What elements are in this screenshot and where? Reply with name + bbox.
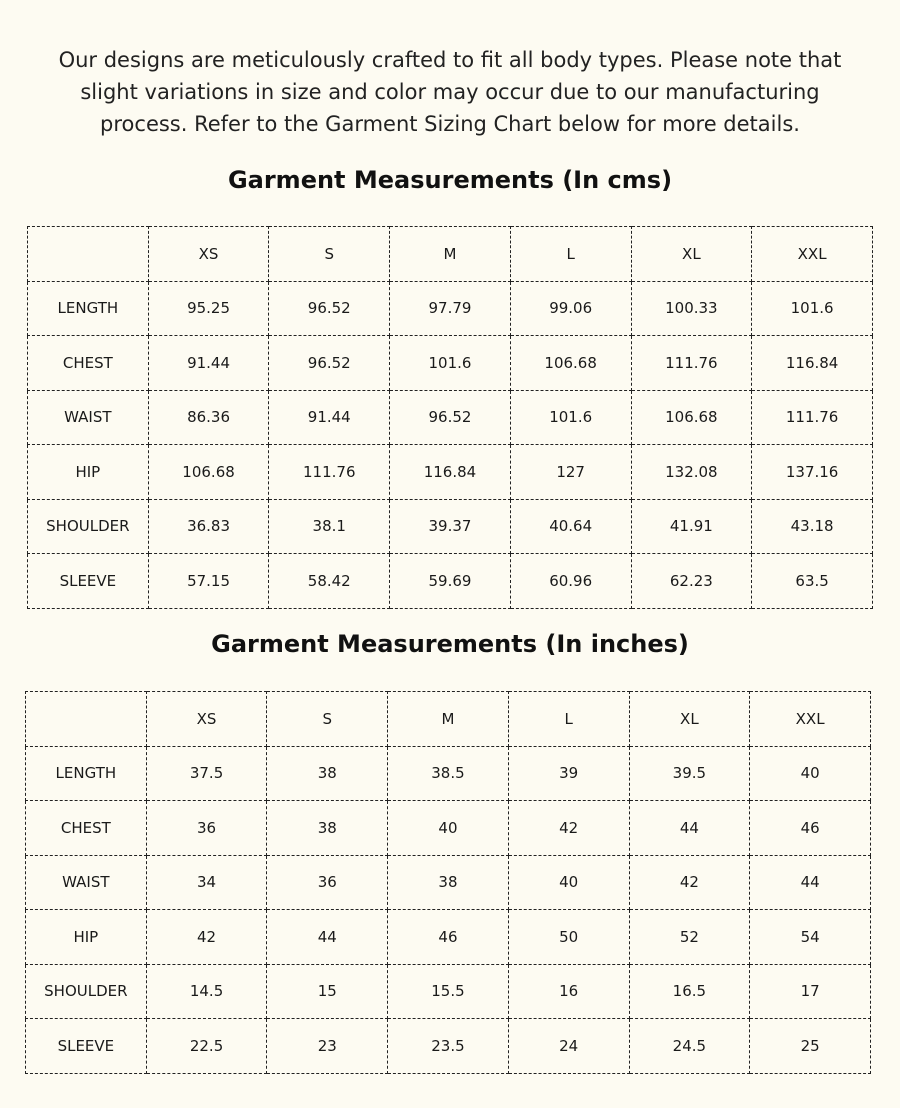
measurement-value-cell: 39 [508,746,629,801]
measurement-value-cell: 96.52 [269,336,390,391]
measurement-value-cell: 40 [508,855,629,910]
measurement-value-cell: 96.52 [269,281,390,336]
measurement-value-cell: 44 [750,855,871,910]
size-header-cell: XXL [750,692,871,747]
table-row [26,964,871,1019]
measurement-value-cell: 97.79 [390,281,511,336]
measurement-value-cell: 40 [388,801,509,856]
measurement-value-cell: 38.5 [388,746,509,801]
table-row [26,910,871,965]
measurement-value-cell: 57.15 [148,554,269,609]
measurement-label-cell: SLEEVE [26,1019,147,1074]
measurement-value-cell: 52 [629,910,750,965]
measurement-value-cell: 101.6 [390,336,511,391]
table-header-row [28,227,873,282]
table-row [28,499,873,554]
measurement-label-cell: LENGTH [28,281,149,336]
table-row [28,336,873,391]
measurement-value-cell: 42 [146,910,267,965]
measurement-value-cell: 111.76 [269,445,390,500]
table-row [28,554,873,609]
measurement-value-cell: 111.76 [752,390,873,445]
measurement-value-cell: 62.23 [631,554,752,609]
measurement-value-cell: 38.1 [269,499,390,554]
measurement-value-cell: 86.36 [148,390,269,445]
measurement-value-cell: 22.5 [146,1019,267,1074]
measurement-value-cell: 106.68 [148,445,269,500]
measurement-value-cell: 101.6 [752,281,873,336]
table-row [26,746,871,801]
table-row [26,855,871,910]
measurement-value-cell: 50 [508,910,629,965]
measurement-value-cell: 58.42 [269,554,390,609]
measurement-value-cell: 106.68 [631,390,752,445]
measurement-value-cell: 42 [508,801,629,856]
measurement-value-cell: 101.6 [510,390,631,445]
measurement-value-cell: 37.5 [146,746,267,801]
size-header-cell: XL [631,227,752,282]
measurement-value-cell: 137.16 [752,445,873,500]
size-header-cell: L [508,692,629,747]
measurement-value-cell: 60.96 [510,554,631,609]
measurement-value-cell: 17 [750,964,871,1019]
measurement-label-cell: SHOULDER [28,499,149,554]
measurement-value-cell: 36.83 [148,499,269,554]
size-header-cell: M [388,692,509,747]
table-row [26,1019,871,1074]
size-table-cms [27,226,873,609]
measurement-value-cell: 63.5 [752,554,873,609]
table-row [28,445,873,500]
measurement-label-cell: CHEST [26,801,147,856]
empty-corner-cell [28,227,149,282]
size-header-cell: XL [629,692,750,747]
measurement-value-cell: 41.91 [631,499,752,554]
measurement-value-cell: 15 [267,964,388,1019]
measurement-value-cell: 99.06 [510,281,631,336]
measurement-value-cell: 44 [267,910,388,965]
measurement-label-cell: HIP [28,445,149,500]
measurement-value-cell: 91.44 [269,390,390,445]
measurement-value-cell: 59.69 [390,554,511,609]
measurement-value-cell: 38 [388,855,509,910]
measurement-value-cell: 54 [750,910,871,965]
measurement-value-cell: 40.64 [510,499,631,554]
measurement-value-cell: 16.5 [629,964,750,1019]
size-table-inches [25,691,871,1074]
measurement-value-cell: 16 [508,964,629,1019]
measurement-value-cell: 42 [629,855,750,910]
table-header-row [26,692,871,747]
table-row [28,390,873,445]
empty-corner-cell [26,692,147,747]
measurement-value-cell: 40 [750,746,871,801]
intro-paragraph: Our designs are meticulously crafted to fit all body types. Please note that slight variations in size and color may occur due to our manufacturing process. Refer to the Garment Sizing Chart below for more details. [58,48,842,136]
measurement-label-cell: HIP [26,910,147,965]
measurement-label-cell: WAIST [28,390,149,445]
measurement-value-cell: 44 [629,801,750,856]
measurement-label-cell: CHEST [28,336,149,391]
measurement-value-cell: 100.33 [631,281,752,336]
measurement-value-cell: 96.52 [390,390,511,445]
measurement-value-cell: 116.84 [390,445,511,500]
measurement-value-cell: 34 [146,855,267,910]
measurement-value-cell: 23.5 [388,1019,509,1074]
measurement-value-cell: 36 [267,855,388,910]
measurement-value-cell: 15.5 [388,964,509,1019]
table-title-inches: Garment Measurements (In inches) [211,630,689,658]
size-header-cell: S [267,692,388,747]
measurement-value-cell: 38 [267,746,388,801]
size-header-cell: XXL [752,227,873,282]
size-header-cell: M [390,227,511,282]
measurement-label-cell: LENGTH [26,746,147,801]
measurement-value-cell: 46 [750,801,871,856]
measurement-value-cell: 106.68 [510,336,631,391]
measurement-value-cell: 24 [508,1019,629,1074]
size-header-cell: L [510,227,631,282]
size-header-cell: XS [146,692,267,747]
table-row [26,801,871,856]
measurement-label-cell: WAIST [26,855,147,910]
measurement-value-cell: 132.08 [631,445,752,500]
measurement-value-cell: 46 [388,910,509,965]
measurement-value-cell: 39.5 [629,746,750,801]
measurement-value-cell: 25 [750,1019,871,1074]
measurement-value-cell: 43.18 [752,499,873,554]
measurement-value-cell: 23 [267,1019,388,1074]
measurement-value-cell: 24.5 [629,1019,750,1074]
measurement-value-cell: 38 [267,801,388,856]
measurement-value-cell: 111.76 [631,336,752,391]
measurement-value-cell: 95.25 [148,281,269,336]
measurement-value-cell: 116.84 [752,336,873,391]
measurement-label-cell: SLEEVE [28,554,149,609]
table-title-cms: Garment Measurements (In cms) [227,166,673,194]
table-row [28,281,873,336]
measurement-value-cell: 14.5 [146,964,267,1019]
measurement-value-cell: 91.44 [148,336,269,391]
measurement-value-cell: 36 [146,801,267,856]
measurement-label-cell: SHOULDER [26,964,147,1019]
size-header-cell: S [269,227,390,282]
size-header-cell: XS [148,227,269,282]
measurement-value-cell: 127 [510,445,631,500]
measurement-value-cell: 39.37 [390,499,511,554]
